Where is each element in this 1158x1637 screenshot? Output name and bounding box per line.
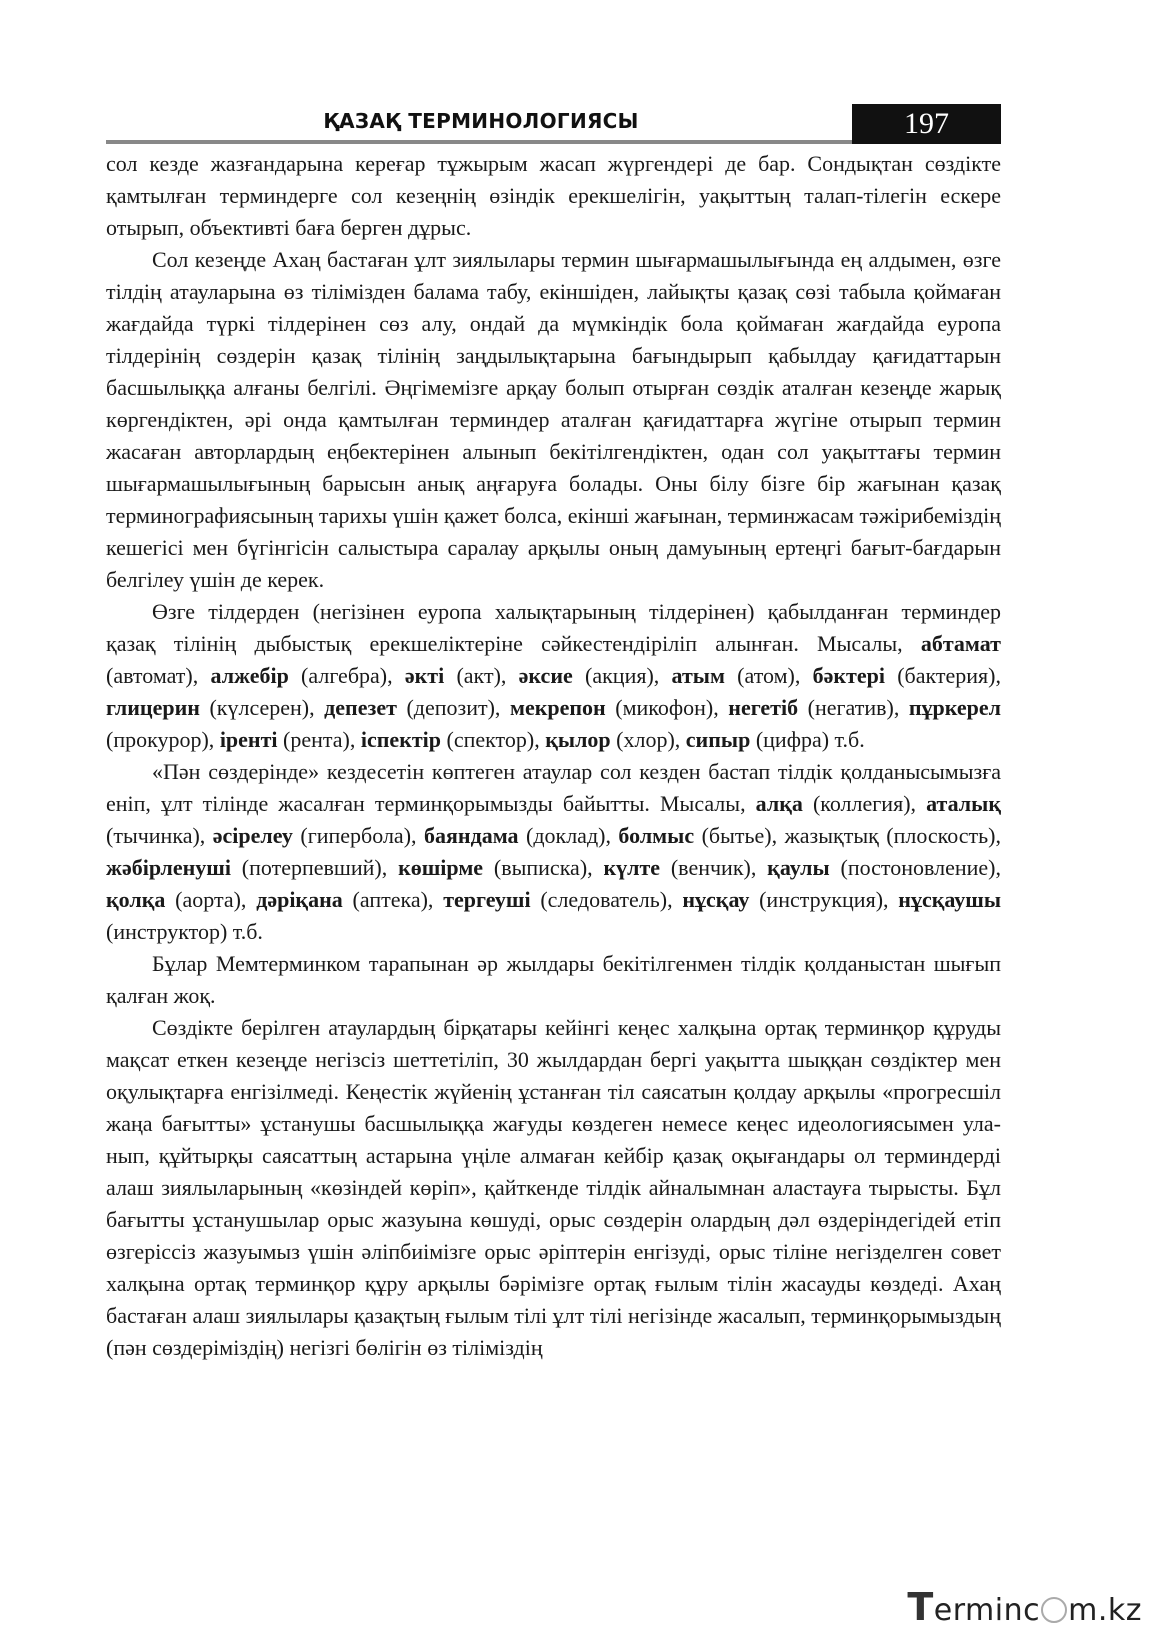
body-paragraph: [106, 596, 1001, 756]
text-run: (хлор),: [610, 727, 686, 752]
watermark-circle-icon: [1041, 1597, 1067, 1623]
term-bold: аталық: [926, 791, 1001, 816]
term-bold: пұркерел: [908, 695, 1002, 720]
text-run: (автомат),: [106, 663, 211, 688]
text-run: (инструкция),: [749, 887, 899, 912]
body-paragraph: [106, 1012, 1001, 1364]
term-bold: қаулы: [767, 855, 830, 880]
text-run: (выписка),: [483, 855, 604, 880]
term-bold: әсірелеу: [212, 823, 293, 848]
term-bold: нұсқау: [682, 887, 750, 912]
text-run: Бұлар Мемтерминком тарапынан әр жылдары бекітілгенмен тілдік қолданыстан шығып қалған жоқ.: [106, 951, 1001, 1008]
text-run: «Пән сөздерінде» кездесетін көптеген атаулар сол кезден бастап тілдік қолданысымызға еніп, ұлт тілінде жасалған терминқорымызды байытты. Мысалы,: [106, 759, 1001, 816]
text-run: (рента),: [277, 727, 361, 752]
text-run: (постоновление),: [829, 855, 1001, 880]
term-bold: мекрепон: [509, 695, 606, 720]
term-bold: қылор: [545, 727, 611, 752]
text-run: (депозит),: [396, 695, 510, 720]
text-run: (акт),: [444, 663, 519, 688]
text-run: (алгебра),: [288, 663, 405, 688]
page-number: 197: [852, 104, 1001, 144]
term-bold: дәріқана: [256, 887, 343, 912]
term-bold: күлте: [603, 855, 661, 880]
text-run: (акция),: [572, 663, 672, 688]
text-run: (венчик),: [660, 855, 768, 880]
text-run: Сөздікте берілген атаулардың бірқатары кейінгі кеңес халқына ортақ терминқор құруды мақсат еткен кезеңде негізсіз шеттетіліп, 30 жылдардан бергі уақытта шыққан сөздіктер мен оқулықтарға енгізілмеді. Кеңестік жүйенің ұстанған тіл саясатын қолдау арқылы «прогресшіл жаңа бағытты» ұстанушы басшылыққа жағуды көздеген немесе кеңес идеологиясымен уланып, құйтырқы саясаттың астарына үңіле алмаған кейбір қазақ оқығандары ол терминдерді алаш зиялыларының «көзіндей көріп», қайткенде тілдік айналымнан аластауға тырысты. Бұл бағытты ұстанушылар орыс жазуына көшуді, орыс сөздерін олардың дәл өздеріндегідей етіп өзгеріссіз жазуымыз үшін әліпбиімізге орыс әріптерін енгізуді, орыс тіліне негізделген совет халқына ортақ терминқор құру арқылы бәрімізге ортақ ғылым тілін жасауды көздеді. Ахаң бастаған алаш зиялылары қазақтың ғылым тілі ұлт тілі негізінде жасалып, терминқорымыздың (пән сөздеріміздің) негізгі бөлігін өз тіліміздің: [106, 1015, 1001, 1360]
term-bold: сипыр: [685, 727, 751, 752]
term-bold: әксие: [518, 663, 573, 688]
term-bold: глицерин: [106, 695, 200, 720]
term-bold: абтамат: [920, 631, 1001, 656]
term-bold: негетіб: [728, 695, 799, 720]
watermark-prefix: T: [907, 1585, 934, 1629]
text-run: (гипербола),: [292, 823, 424, 848]
term-bold: алқа: [755, 791, 803, 816]
term-bold: атым: [671, 663, 725, 688]
text-run: (спектор),: [441, 727, 546, 752]
term-bold: депезет: [324, 695, 397, 720]
term-bold: баяндама: [423, 823, 519, 848]
text-run: (потерпевший),: [231, 855, 399, 880]
term-bold: тергеуші: [443, 887, 531, 912]
text-run: (инструктор) т.б.: [106, 919, 263, 944]
body-paragraph: [106, 756, 1001, 948]
watermark-middle: erminc: [933, 1593, 1041, 1628]
site-watermark[interactable]: [907, 1585, 1142, 1629]
text-run: (прокурор),: [106, 727, 220, 752]
term-bold: жәбірленуші: [106, 855, 231, 880]
header-rule: [106, 140, 852, 144]
text-run: (негатив),: [798, 695, 909, 720]
body-paragraph: [106, 948, 1001, 1012]
term-bold: нұсқаушы: [898, 887, 1002, 912]
term-bold: іспектір: [360, 727, 442, 752]
term-bold: алжебір: [210, 663, 289, 688]
text-run: (күлсерен),: [199, 695, 325, 720]
text-run: (цифра) т.б.: [750, 727, 865, 752]
term-bold: іренті: [219, 727, 278, 752]
term-bold: бәктері: [812, 663, 885, 688]
text-run: (следователь),: [530, 887, 683, 912]
watermark-suffix: m.kz: [1068, 1593, 1142, 1628]
text-run: (коллегия),: [802, 791, 927, 816]
text-run: (атом),: [724, 663, 813, 688]
body-paragraph: [106, 244, 1001, 596]
text-run: (бактерия),: [884, 663, 1001, 688]
text-run: (аптека),: [342, 887, 444, 912]
text-run: (тычинка),: [106, 823, 213, 848]
term-bold: әкті: [404, 663, 445, 688]
text-run: (аорта),: [165, 887, 257, 912]
term-bold: болмыс: [618, 823, 695, 848]
page-body: [106, 148, 1001, 1364]
body-paragraph: [106, 148, 1001, 244]
term-bold: қолқа: [106, 887, 166, 912]
term-bold: көшірме: [398, 855, 484, 880]
text-run: Сол кезеңде Ахаң бастаған ұлт зиялылары термин шығармашылығында ең алдымен, өзге тілдің атауларына өз тілімізден балама табу, екіншіден, лайықты қазақ сөзі табыла қоймаған жағдайда түркі тілдерінен сөз алу, ондай да мүмкіндік бола қоймаған жағдайда еуропа тілдерінің сөздерін қазақ тілінің заңдылықтарына бағындырып қабылдау қағидаттарын басшылыққа алғаны белгілі. Әңгімемізге арқау болып отырған сөздік аталған кезеңде жарық көргендіктен, әрі онда қамтылған терминдер аталған қағидаттарға жүгіне отырып термин жасаған авторлардың еңбектерінен алынып бекітілгендіктен, одан сол уақыттағы термин шығармашылығының барысын анық аңғаруға болады. Оны білу бізге бір жағынан қазақ терминографиясының тарихы үшін қажет болса, екінші жағынан, терминжасам тәжірибеміздің кешегісі мен бүгінгісін салыстыра саралау арқылы оның дамуының ертеңгі бағыт-бағдарын белгілеу үшін де керек.: [106, 247, 1001, 592]
header-title: ҚАЗАҚ ТЕРМИНОЛОГИЯСЫ: [323, 109, 639, 133]
text-run: Өзге тілдерден (негізінен еуропа халықтарының тілдерінен) қабылданған терминдер қазақ тілінің дыбыстық ерекшеліктеріне сәйкестендіріліп алынған. Мысалы,: [106, 599, 1001, 656]
text-run: сол кезде жазғандарына кереғар тұжырым жасап жүргендері де бар. Сондықтан сөздікте қамтылған терминдерге сол кезеңнің өзіндік ерекшелігін, уақыттың талап-тілегін ескере отырып, объективті баға берген дұрыс.: [106, 151, 1001, 240]
running-header: [106, 104, 1001, 146]
text-run: (бытье), жазықтық (плоскость),: [694, 823, 1001, 848]
text-run: (микофон),: [605, 695, 729, 720]
text-run: (доклад),: [518, 823, 619, 848]
